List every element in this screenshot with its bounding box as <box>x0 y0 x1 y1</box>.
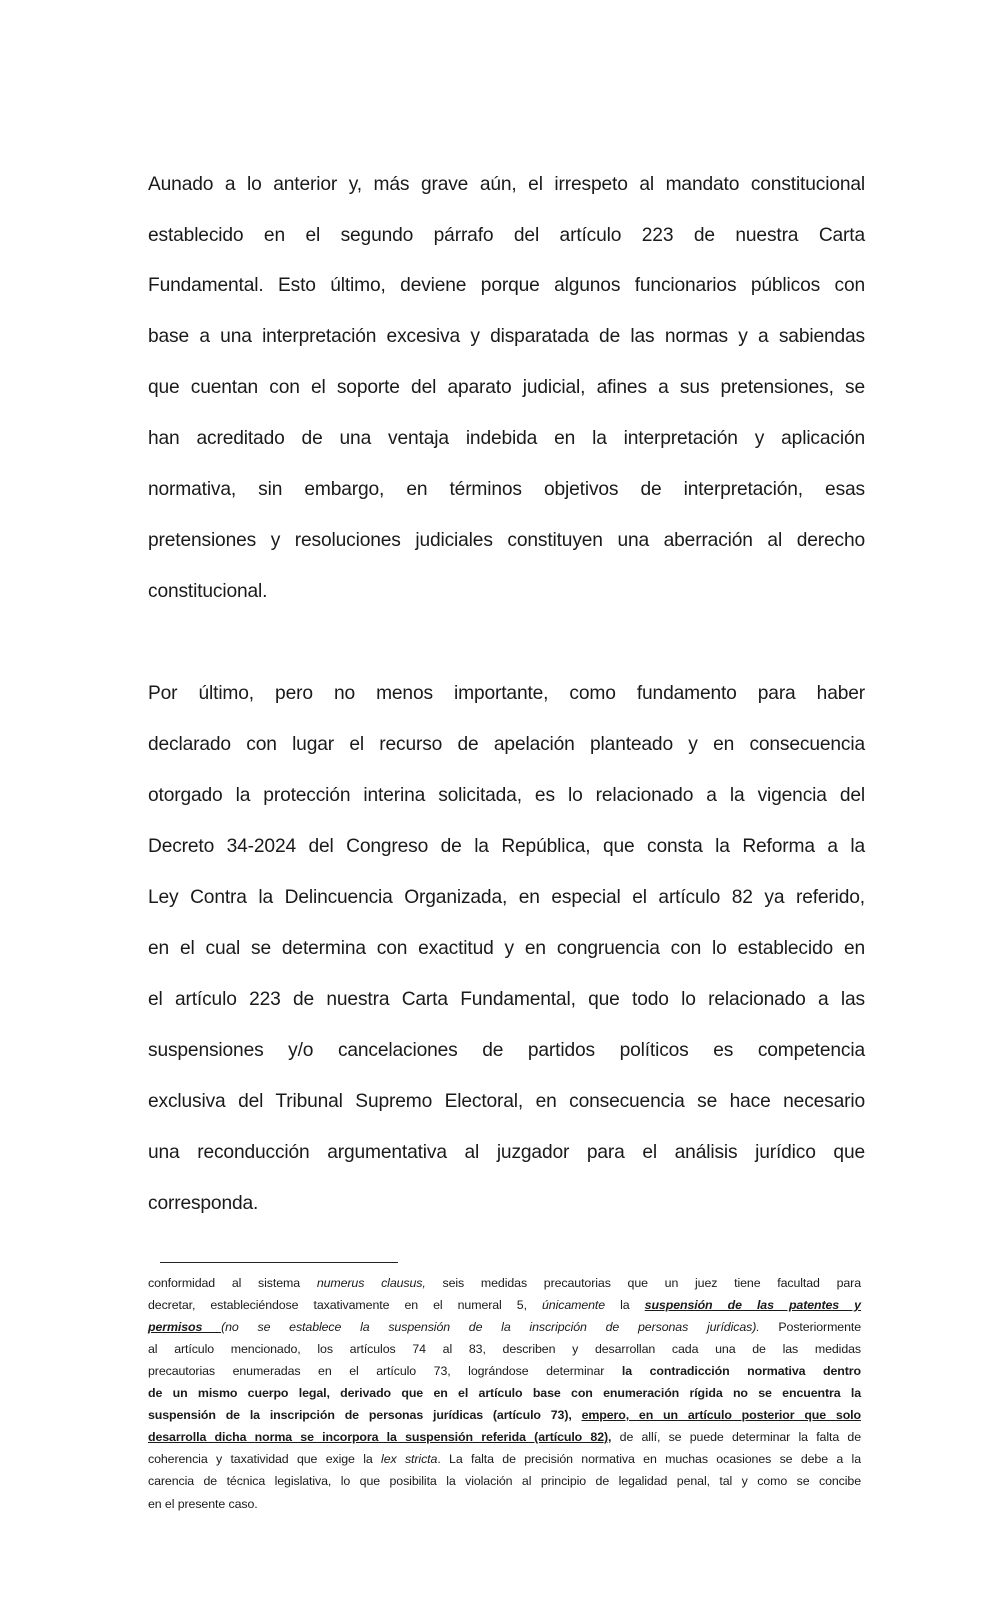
footnote-line <box>148 1297 861 1313</box>
paragraph-line: establecido en el segundo párrafo del artículo 223 de nuestra Carta <box>148 225 865 246</box>
footnote-text: en el presente caso. <box>148 1497 258 1511</box>
footnote-line <box>148 1473 861 1489</box>
paragraph-line: otorgado la protección interina solicitada, es lo relacionado a la vigencia del <box>148 785 865 806</box>
footnote-bold-underline-text: desarrolla dicha <box>148 1430 255 1444</box>
paragraph-line: base a una interpretación excesiva y disparatada de las normas y a sabiendas <box>148 326 865 347</box>
paragraph-line: exclusiva del Tribunal Supremo Electoral, en consecuencia se hace necesario <box>148 1091 865 1112</box>
footnote-line <box>148 1275 861 1291</box>
footnote-italic-text: únicamente <box>542 1298 606 1312</box>
footnote-italic-text: numerus clausus, <box>316 1276 426 1290</box>
footnote-italic-text: lex stricta <box>381 1452 438 1466</box>
footnote-bold-text: suspensión de la inscripción de personas jurídicas (artículo 73), <box>148 1408 582 1422</box>
paragraph-line: Por último, pero no menos importante, como fundamento para haber <box>148 683 865 704</box>
footnote-text: decretar, estableciéndose taxativamente en el numeral 5, <box>148 1298 542 1312</box>
footnote-text: de allí, se puede determinar la falta de <box>611 1430 861 1444</box>
paragraph-line: Ley Contra la Delincuencia Organizada, en especial el artículo 82 ya referido, <box>148 887 865 908</box>
footnote-italic-text: (no se establece la suspensión de la inscripción de personas jurídicas). <box>221 1320 760 1334</box>
footnote-text: la <box>605 1298 645 1312</box>
footnote-emphasis-text: suspensión de las patentes y <box>644 1298 861 1312</box>
footnote-text: Posteriormente <box>759 1320 862 1334</box>
footnote-line <box>148 1363 861 1379</box>
footnote-text: precautorias enumeradas en el artículo 73, lográndose determinar <box>148 1364 622 1378</box>
paragraph-line: han acreditado de una ventaja indebida en la interpretación y aplicación <box>148 428 865 449</box>
paragraph-line: declarado con lugar el recurso de apelación planteado y en consecuencia <box>148 734 865 755</box>
footnote-line <box>148 1407 861 1423</box>
paragraph-line: corresponda. <box>148 1193 259 1214</box>
footnote-line <box>148 1451 861 1467</box>
footnote-text: coherencia y taxatividad que exige la <box>148 1452 382 1466</box>
footnote-text: al artículo mencionado, los artículos 74 al 83, describen y desarrollan cada una de las medidas <box>148 1342 861 1356</box>
footnote-bold-text: de un mismo cuerpo legal, derivado que en el artículo base con enumeración rígida no se encuentra la <box>148 1386 861 1400</box>
footnote-text: seis medidas precautorias que un juez tiene facultad para <box>425 1276 862 1290</box>
paragraph-line: que cuentan con el soporte del aparato judicial, afines a sus pretensiones, se <box>148 377 865 398</box>
paragraph-line: suspensiones y/o cancelaciones de partidos políticos es competencia <box>148 1040 865 1061</box>
footnote-text: conformidad al sistema <box>148 1276 317 1290</box>
footnote-separator <box>160 1262 398 1263</box>
paragraph-line: Fundamental. Esto último, deviene porque algunos funcionarios públicos con <box>148 275 865 296</box>
paragraph-line: normativa, sin embargo, en términos objetivos de interpretación, esas <box>148 479 865 500</box>
footnote-bold-text: la contradicción normativa dentro <box>621 1364 861 1378</box>
paragraph-line: constitucional. <box>148 581 268 602</box>
footnote-text: carencia de técnica legislativa, lo que posibilita la violación al principio de legalidad penal, tal y como se concibe <box>148 1474 861 1488</box>
paragraph-line: pretensiones y resoluciones judiciales constituyen una aberración al derecho <box>148 530 865 551</box>
footnote-line <box>148 1496 861 1512</box>
footnote-emphasis-text: permisos <box>148 1320 222 1334</box>
footnote-line <box>148 1385 861 1401</box>
paragraph-line: Aunado a lo anterior y, más grave aún, el irrespeto al mandato constitucional <box>148 174 865 195</box>
paragraph-line: en el cual se determina con exactitud y en congruencia con lo establecido en <box>148 938 865 959</box>
paragraph-line: el artículo 223 de nuestra Carta Fundamental, que todo lo relacionado a las <box>148 989 865 1010</box>
paragraph-line: una reconducción argumentativa al juzgador para el análisis jurídico que <box>148 1142 865 1163</box>
footnote-text: . La falta de precisión normativa en muchas ocasiones se debe a la <box>437 1452 861 1466</box>
footnote-line <box>148 1429 861 1445</box>
footnote-bold-underline-text: norma se incorpora la suspensión referida (artículo 82), <box>254 1430 612 1444</box>
footnote-line <box>148 1341 861 1357</box>
paragraph-line: Decreto 34-2024 del Congreso de la República, que consta la Reforma a la <box>148 836 865 857</box>
footnote-line <box>148 1319 861 1335</box>
footnote-bold-underline-text: empero, en un artículo posterior que solo <box>581 1408 861 1422</box>
